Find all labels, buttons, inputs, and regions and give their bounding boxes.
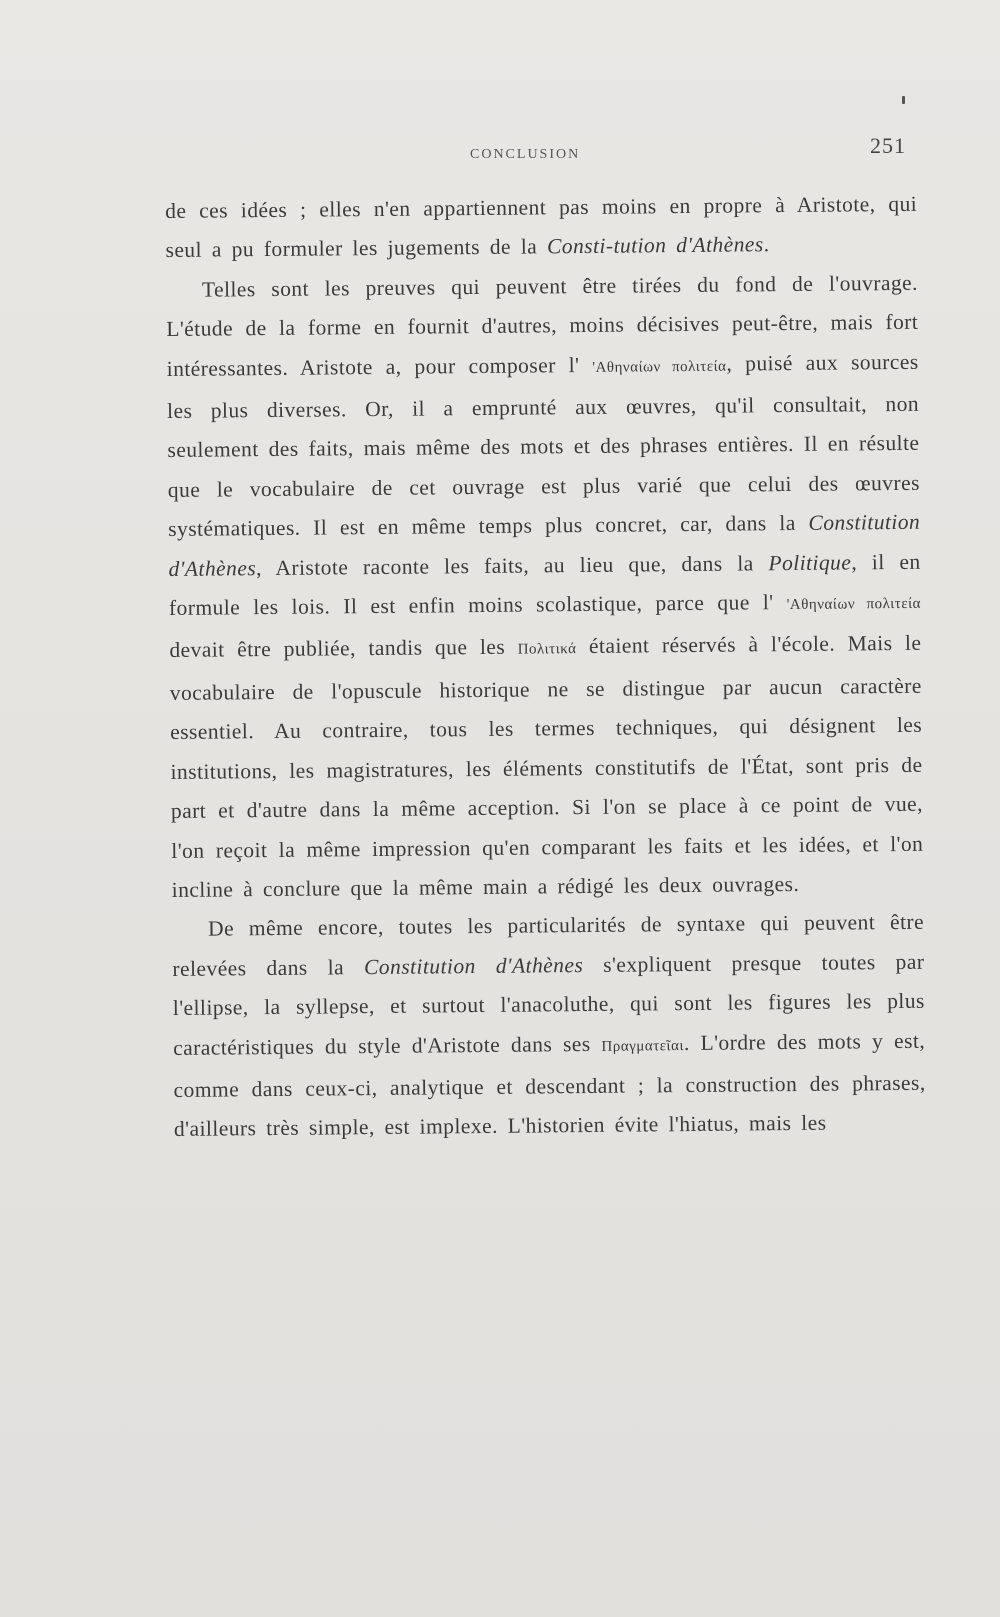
body-text	[165, 185, 926, 1150]
italic-title: Constitution d'Athènes	[363, 952, 584, 979]
text-run: . L'ordre des mots y est, comme dans ceux-ci, analytique et descendant ; la construction des phrases, d'ailleurs très simple, est implexe. L'historien évite l'hiatus, mais les	[173, 1028, 926, 1142]
paragraph-1	[165, 185, 918, 271]
text-run: Telles sont les preuves qui peuvent être tirées du fond de l'ouvrage. L'étude de la forme en fournit d'autres, moins décisives peut-être, mais fort intéressantes. Aristote a, pour composer l'	[166, 270, 919, 381]
text-run: , puisé aux sources les plus diverses. Or, il a emprunté aux œuvres, qu'il consultait, non seulement des faits, mais même des mots et des phrases entières. Il en résulte que le vocabulaire de cet ouvrage est plus varié que celui des œuvres systématiques. Il est en même temps plus concret, car, dans la	[166, 349, 920, 542]
running-title: CONCLUSION	[470, 147, 581, 162]
text-run: , il en formule les lois. Il est enfin moins scolastique, parce que l'	[168, 549, 921, 621]
text-run: De même encore, toutes les particularités de syntaxe qui peuvent être relevées dans la	[172, 910, 925, 981]
greek-term: 'Αθηναίων πολιτεία	[786, 595, 922, 614]
ink-mark	[902, 96, 905, 104]
text-run: étaient réservés à l'école. Mais le vocabulaire de l'opuscule historique ne se distingue par aucun caractère essentiel. Au contraire, tous les termes techniques, qui désignent les institutions, les magistratures, les éléments constitutifs de l'État, sont pris de part et d'autre dans la même acception. Si l'on se place à ce point de vue, l'on reçoit la même impression qu'en comparant les faits et les idées, et l'on incline à conclure que la même main a rédigé les deux ouvrages.	[169, 631, 924, 902]
greek-term: 'Αθηναίων πολιτεία	[592, 358, 727, 376]
text-run: de ces idées ; elles n'en appartiennent pas moins en propre à Aristote, qui seul a pu formuler les jugements de la	[165, 191, 918, 263]
paragraph-3	[172, 903, 926, 1150]
greek-term: Πραγματεῖαι	[601, 1037, 685, 1055]
page-number: 251	[870, 133, 906, 158]
italic-title: Politique	[768, 550, 852, 575]
text-run: devait être publiée, tandis que les	[169, 635, 518, 663]
italic-title: Consti-tution d'Athènes	[546, 232, 764, 259]
paragraph-2	[166, 264, 924, 911]
text-run: , Aristote raconte les faits, au lieu que, dans la	[255, 550, 769, 580]
text-run: .	[763, 232, 770, 257]
italic-title: Constitution d'Athènes	[168, 510, 921, 581]
text-run: s'expliquent presque toutes par l'ellipse, la syllepse, et surtout l'anacoluthe, qui sont les figures les plus caractéristiques du style d'Aristote dans ses	[172, 949, 925, 1060]
greek-term: Πολιτικά	[517, 641, 577, 659]
